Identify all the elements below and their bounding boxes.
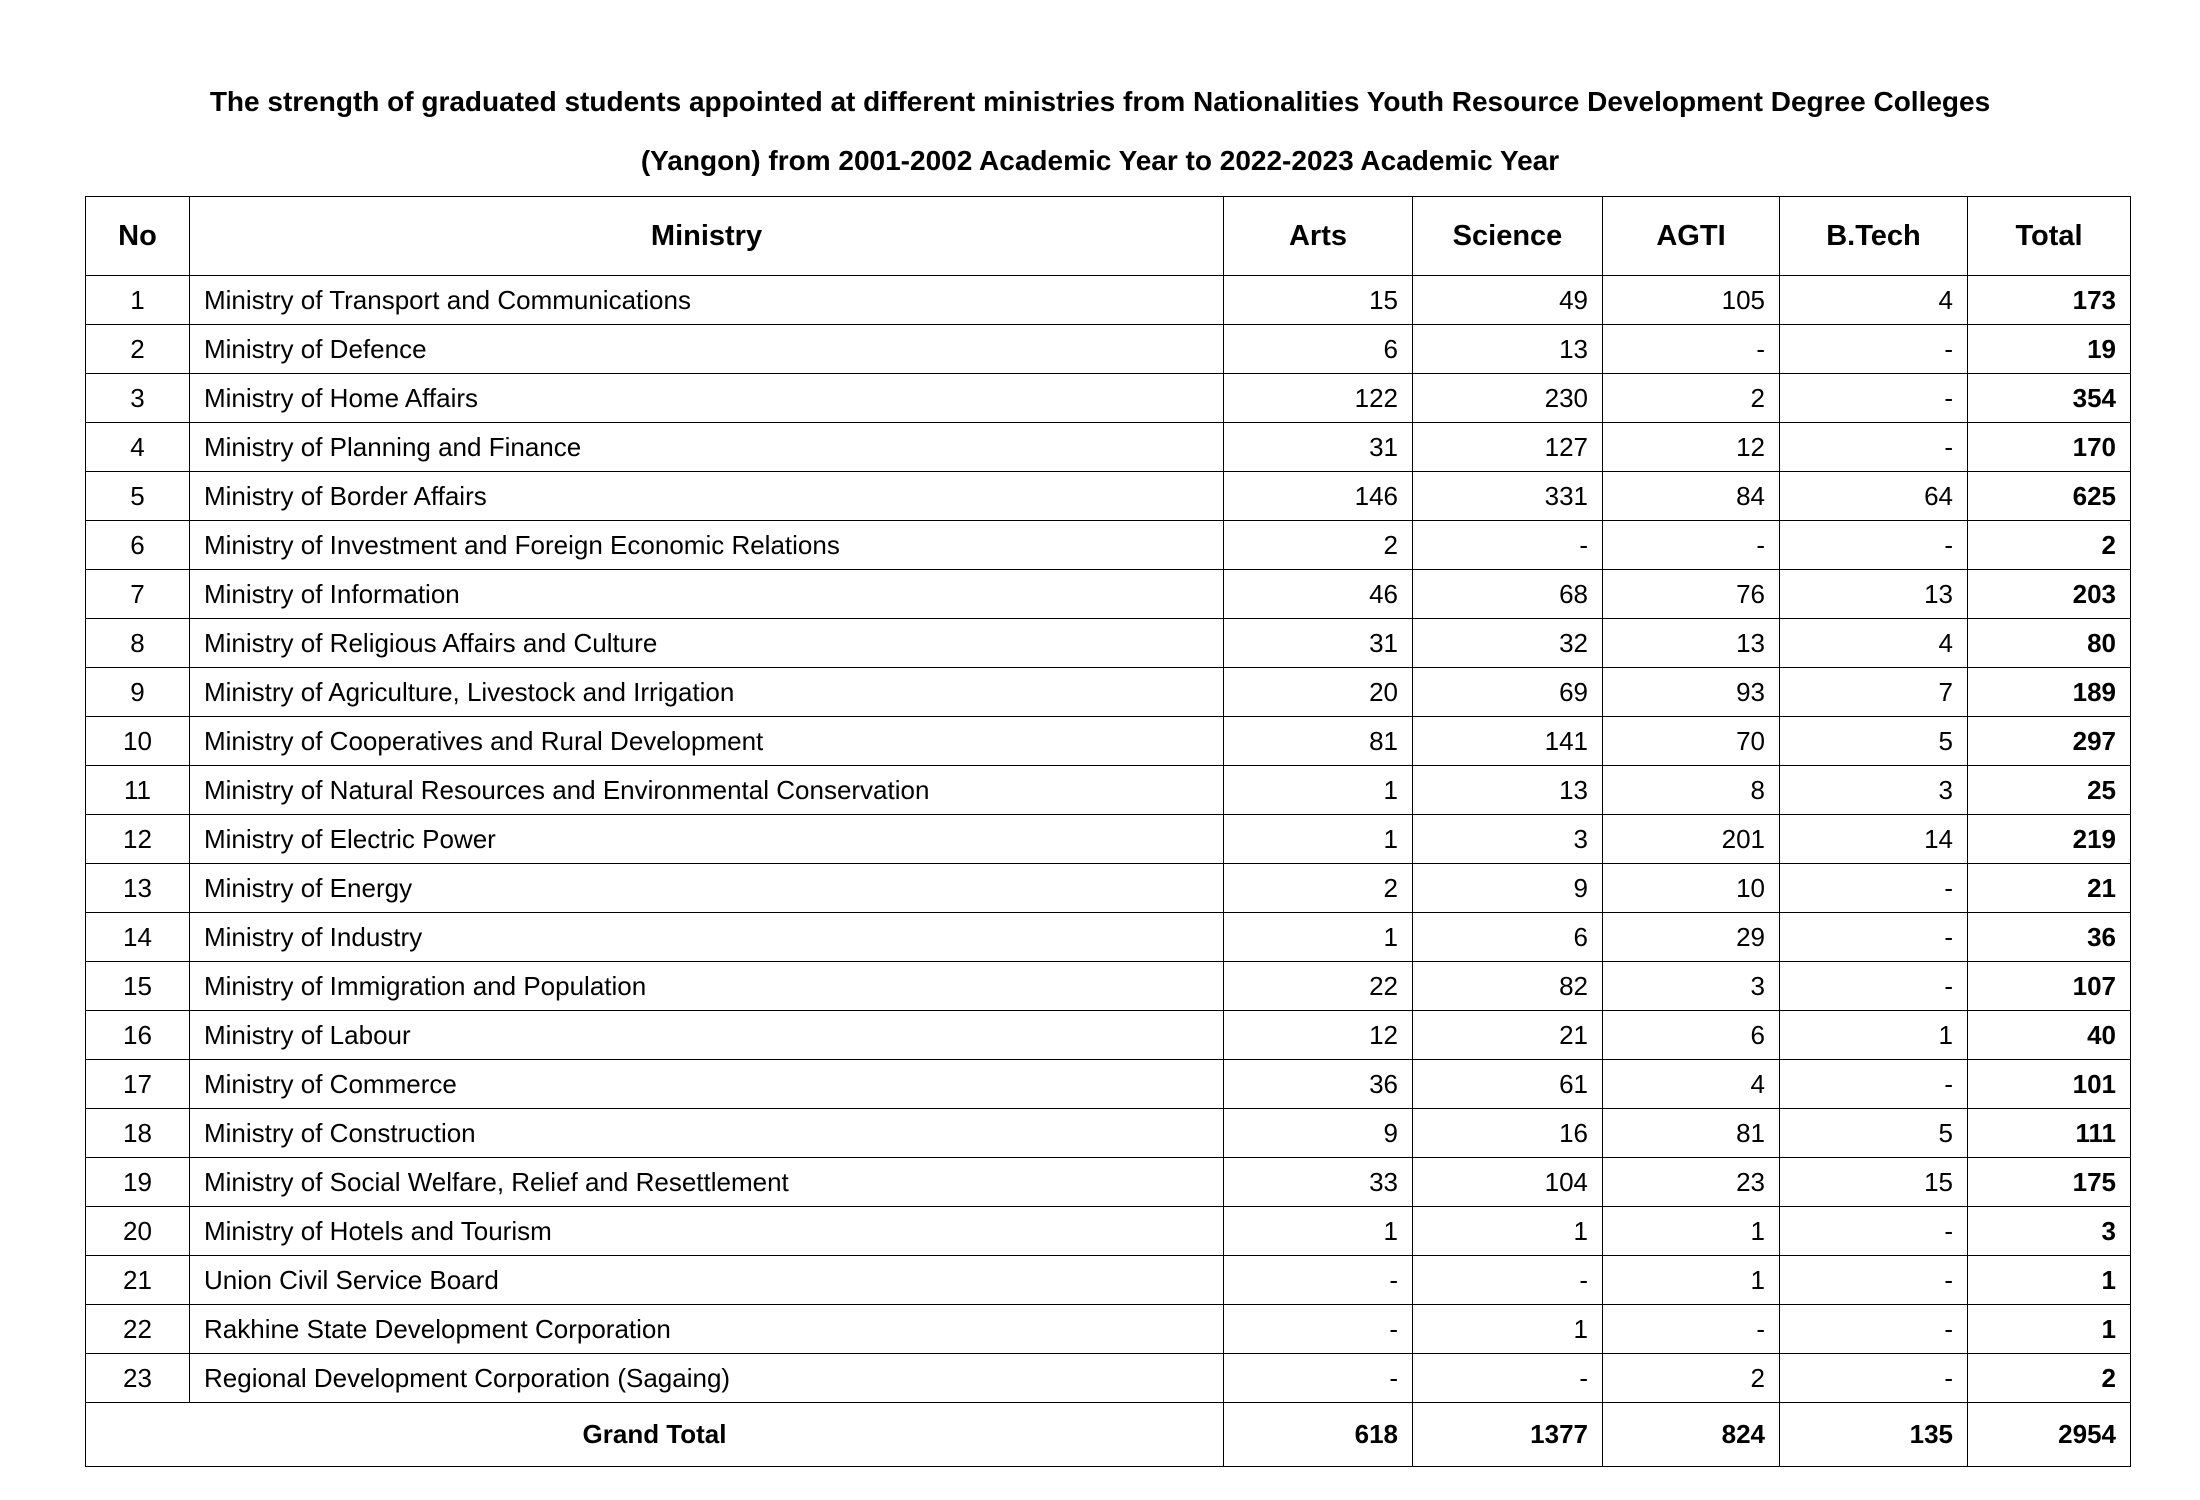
cell-science: 1 [1413,1207,1603,1256]
cell-total: 175 [1968,1158,2131,1207]
grand-total-btech: 135 [1780,1403,1968,1467]
cell-no: 14 [86,913,190,962]
cell-arts: 31 [1224,619,1413,668]
cell-agti: 3 [1603,962,1780,1011]
cell-arts: - [1224,1305,1413,1354]
table-row [86,472,2131,521]
table-row [86,374,2131,423]
cell-btech: 5 [1780,1109,1968,1158]
cell-ministry: Ministry of Defence [190,325,1224,374]
cell-total: 219 [1968,815,2131,864]
table-row [86,1011,2131,1060]
cell-total: 101 [1968,1060,2131,1109]
cell-agti: 4 [1603,1060,1780,1109]
cell-no: 2 [86,325,190,374]
table-row [86,325,2131,374]
cell-no: 12 [86,815,190,864]
cell-btech: 5 [1780,717,1968,766]
cell-btech: - [1780,1354,1968,1403]
table-row [86,1305,2131,1354]
cell-science: 21 [1413,1011,1603,1060]
cell-no: 1 [86,276,190,325]
cell-science: 16 [1413,1109,1603,1158]
cell-science: 32 [1413,619,1603,668]
cell-science: 49 [1413,276,1603,325]
cell-total: 80 [1968,619,2131,668]
cell-science: 13 [1413,325,1603,374]
cell-btech: 4 [1780,276,1968,325]
cell-total: 107 [1968,962,2131,1011]
header-total: Total [1968,197,2131,276]
cell-arts: 2 [1224,864,1413,913]
cell-arts: 15 [1224,276,1413,325]
cell-arts: - [1224,1256,1413,1305]
cell-no: 10 [86,717,190,766]
cell-science: 104 [1413,1158,1603,1207]
cell-agti: 1 [1603,1207,1780,1256]
cell-agti: 23 [1603,1158,1780,1207]
title-line-2: (Yangon) from 2001-2002 Academic Year to 2022-2023 Academic Year [640,145,1560,176]
cell-arts: 1 [1224,913,1413,962]
cell-btech: - [1780,1207,1968,1256]
cell-total: 40 [1968,1011,2131,1060]
cell-no: 4 [86,423,190,472]
cell-no: 9 [86,668,190,717]
grand-total-arts: 618 [1224,1403,1413,1467]
cell-total: 111 [1968,1109,2131,1158]
table-row [86,423,2131,472]
cell-no: 19 [86,1158,190,1207]
header-btech: B.Tech [1780,197,1968,276]
cell-ministry: Ministry of Social Welfare, Relief and Resettlement [190,1158,1224,1207]
cell-science: 69 [1413,668,1603,717]
table-row [86,1060,2131,1109]
table-row [86,570,2131,619]
table-row [86,1207,2131,1256]
cell-ministry: Ministry of Religious Affairs and Culture [190,619,1224,668]
cell-no: 20 [86,1207,190,1256]
cell-arts: 1 [1224,766,1413,815]
cell-agti: 84 [1603,472,1780,521]
table-row [86,1354,2131,1403]
cell-arts: 2 [1224,521,1413,570]
cell-btech: 14 [1780,815,1968,864]
cell-total: 1 [1968,1256,2131,1305]
cell-arts: 81 [1224,717,1413,766]
cell-science: 141 [1413,717,1603,766]
cell-agti: 2 [1603,1354,1780,1403]
cell-arts: 31 [1224,423,1413,472]
cell-ministry: Ministry of Industry [190,913,1224,962]
cell-btech: - [1780,913,1968,962]
cell-btech: - [1780,1305,1968,1354]
table-row [86,717,2131,766]
cell-science: 127 [1413,423,1603,472]
cell-btech: 1 [1780,1011,1968,1060]
cell-agti: - [1603,325,1780,374]
cell-ministry: Ministry of Natural Resources and Environmental Conservation [190,766,1224,815]
cell-no: 11 [86,766,190,815]
cell-agti: 76 [1603,570,1780,619]
cell-science: 331 [1413,472,1603,521]
cell-total: 2 [1968,521,2131,570]
cell-agti: 1 [1603,1256,1780,1305]
cell-arts: 6 [1224,325,1413,374]
cell-btech: 64 [1780,472,1968,521]
cell-total: 189 [1968,668,2131,717]
cell-no: 13 [86,864,190,913]
cell-ministry: Ministry of Investment and Foreign Economic Relations [190,521,1224,570]
cell-agti: 81 [1603,1109,1780,1158]
cell-ministry: Ministry of Planning and Finance [190,423,1224,472]
cell-no: 5 [86,472,190,521]
cell-arts: 122 [1224,374,1413,423]
cell-no: 23 [86,1354,190,1403]
cell-total: 25 [1968,766,2131,815]
cell-total: 625 [1968,472,2131,521]
cell-ministry: Rakhine State Development Corporation [190,1305,1224,1354]
cell-btech: - [1780,962,1968,1011]
cell-total: 170 [1968,423,2131,472]
header-no: No [86,197,190,276]
cell-science: 13 [1413,766,1603,815]
cell-total: 19 [1968,325,2131,374]
cell-ministry: Union Civil Service Board [190,1256,1224,1305]
cell-arts: 9 [1224,1109,1413,1158]
cell-total: 21 [1968,864,2131,913]
cell-arts: 36 [1224,1060,1413,1109]
cell-arts: 1 [1224,1207,1413,1256]
cell-ministry: Ministry of Energy [190,864,1224,913]
grand-total-row [86,1403,2131,1467]
cell-agti: 29 [1603,913,1780,962]
cell-btech: - [1780,374,1968,423]
cell-agti: 6 [1603,1011,1780,1060]
cell-agti: 105 [1603,276,1780,325]
cell-arts: 22 [1224,962,1413,1011]
cell-total: 297 [1968,717,2131,766]
header-agti: AGTI [1603,197,1780,276]
header-ministry: Ministry [190,197,1224,276]
cell-no: 16 [86,1011,190,1060]
cell-science: - [1413,1354,1603,1403]
cell-science: 61 [1413,1060,1603,1109]
cell-btech: 15 [1780,1158,1968,1207]
cell-ministry: Ministry of Home Affairs [190,374,1224,423]
cell-agti: - [1603,1305,1780,1354]
cell-agti: 201 [1603,815,1780,864]
cell-agti: 2 [1603,374,1780,423]
header-arts: Arts [1224,197,1413,276]
cell-btech: - [1780,864,1968,913]
table-row [86,864,2131,913]
cell-arts: 33 [1224,1158,1413,1207]
cell-no: 21 [86,1256,190,1305]
header-science: Science [1413,197,1603,276]
cell-agti: 8 [1603,766,1780,815]
table-row [86,815,2131,864]
cell-btech: - [1780,521,1968,570]
cell-agti: 93 [1603,668,1780,717]
table-row [86,521,2131,570]
ministry-appointments-table [85,196,2131,1467]
cell-ministry: Ministry of Border Affairs [190,472,1224,521]
cell-no: 3 [86,374,190,423]
cell-total: 173 [1968,276,2131,325]
table-row [86,1158,2131,1207]
cell-science: 230 [1413,374,1603,423]
grand-total-agti: 824 [1603,1403,1780,1467]
table-row [86,913,2131,962]
cell-ministry: Ministry of Immigration and Population [190,962,1224,1011]
cell-btech: - [1780,325,1968,374]
grand-total-total: 2954 [1968,1403,2131,1467]
cell-no: 6 [86,521,190,570]
cell-arts: 12 [1224,1011,1413,1060]
cell-total: 203 [1968,570,2131,619]
cell-btech: - [1780,1256,1968,1305]
table-row [86,668,2131,717]
table-row [86,962,2131,1011]
table-row [86,1109,2131,1158]
cell-agti: 13 [1603,619,1780,668]
cell-ministry: Ministry of Hotels and Tourism [190,1207,1224,1256]
cell-arts: 146 [1224,472,1413,521]
cell-agti: - [1603,521,1780,570]
cell-btech: 13 [1780,570,1968,619]
cell-science: 82 [1413,962,1603,1011]
cell-ministry: Ministry of Labour [190,1011,1224,1060]
cell-arts: 46 [1224,570,1413,619]
cell-ministry: Regional Development Corporation (Sagaing) [190,1354,1224,1403]
cell-no: 7 [86,570,190,619]
cell-no: 15 [86,962,190,1011]
cell-no: 8 [86,619,190,668]
cell-arts: 1 [1224,815,1413,864]
cell-no: 22 [86,1305,190,1354]
cell-science: 9 [1413,864,1603,913]
cell-ministry: Ministry of Information [190,570,1224,619]
cell-total: 36 [1968,913,2131,962]
cell-science: - [1413,1256,1603,1305]
cell-total: 1 [1968,1305,2131,1354]
cell-total: 3 [1968,1207,2131,1256]
cell-total: 354 [1968,374,2131,423]
cell-arts: 20 [1224,668,1413,717]
cell-total: 2 [1968,1354,2131,1403]
cell-btech: - [1780,1060,1968,1109]
cell-ministry: Ministry of Transport and Communications [190,276,1224,325]
grand-total-science: 1377 [1413,1403,1603,1467]
cell-btech: - [1780,423,1968,472]
header-row [86,197,2131,276]
cell-btech: 7 [1780,668,1968,717]
cell-btech: 4 [1780,619,1968,668]
table-body [86,276,2131,1403]
cell-no: 18 [86,1109,190,1158]
document-title [85,72,2115,190]
cell-agti: 70 [1603,717,1780,766]
cell-no: 17 [86,1060,190,1109]
cell-ministry: Ministry of Electric Power [190,815,1224,864]
table-row [86,276,2131,325]
cell-science: 3 [1413,815,1603,864]
table-row [86,766,2131,815]
cell-ministry: Ministry of Cooperatives and Rural Development [190,717,1224,766]
title-line-1: The strength of graduated students appointed at different ministries from Nationalities Youth Resource Development Degree Colleges [209,86,1991,117]
cell-science: 1 [1413,1305,1603,1354]
cell-arts: - [1224,1354,1413,1403]
cell-ministry: Ministry of Construction [190,1109,1224,1158]
cell-science: 6 [1413,913,1603,962]
cell-ministry: Ministry of Commerce [190,1060,1224,1109]
table-row [86,619,2131,668]
cell-ministry: Ministry of Agriculture, Livestock and Irrigation [190,668,1224,717]
table-row [86,1256,2131,1305]
cell-agti: 12 [1603,423,1780,472]
cell-agti: 10 [1603,864,1780,913]
cell-btech: 3 [1780,766,1968,815]
cell-science: - [1413,521,1603,570]
cell-science: 68 [1413,570,1603,619]
grand-total-label: Grand Total [86,1403,1224,1467]
